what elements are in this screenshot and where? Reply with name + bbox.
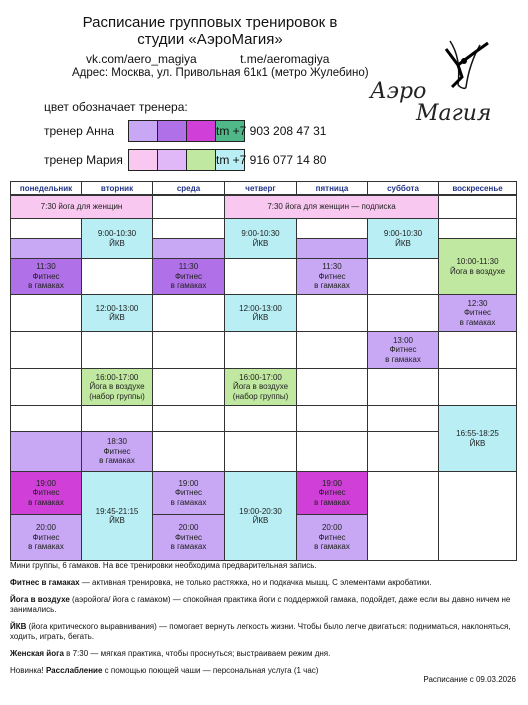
class-title: в гамаках xyxy=(28,497,64,507)
class-ikv-sat-morning[interactable] xyxy=(367,218,439,259)
class-title: в гамаках xyxy=(314,497,350,507)
class-title: ЙКВ xyxy=(109,516,125,525)
empty-cell xyxy=(224,331,297,369)
empty-cell xyxy=(296,331,368,369)
class-title: Фитнес xyxy=(174,271,203,281)
class-title: в гамаках xyxy=(385,354,421,364)
trainer-phone: tm +7 916 077 14 80 xyxy=(216,153,327,167)
class-title: в гамаках xyxy=(170,497,207,507)
class-time: 9:00-10:30 xyxy=(97,229,137,238)
logo-line-1: Аэро xyxy=(370,79,427,104)
empty-cell xyxy=(367,368,439,406)
class-title: Фитнес xyxy=(463,308,492,318)
class-title: 7:30 йога для женщин — подписка xyxy=(267,202,396,212)
vk-link[interactable]: vk.com/aero_magiya xyxy=(86,52,197,66)
class-title: Фитнес xyxy=(318,532,346,542)
class-fitness-tue-1830[interactable] xyxy=(81,431,153,472)
page-title xyxy=(60,14,360,48)
class-title: в гамаках xyxy=(314,542,350,552)
class-title: Фитнес xyxy=(174,488,203,498)
class-title: Йога в воздухе xyxy=(232,382,289,392)
class-time: 19:00-20:30 xyxy=(239,506,282,516)
class-title: ЙКВ xyxy=(109,313,125,322)
class-title: в гамаках xyxy=(99,456,135,466)
color-swatch xyxy=(129,121,158,141)
empty-cell xyxy=(367,405,439,432)
empty-cell xyxy=(438,471,517,561)
class-fitness-wed-1130[interactable] xyxy=(152,258,225,295)
empty-cell xyxy=(10,331,82,369)
color-swatch xyxy=(158,150,187,170)
class-title: 7:30 йога для женщин xyxy=(40,202,123,212)
class-title: Фитнес xyxy=(32,532,60,542)
class-time: 20:00 xyxy=(321,523,343,533)
empty-cell xyxy=(224,431,297,472)
title-line-2: студии «АэроМагия» xyxy=(137,31,283,48)
class-time: 16:00-17:00 xyxy=(95,372,139,382)
empty-cell xyxy=(296,431,368,472)
day-header-mon: понедельник xyxy=(10,181,82,195)
empty-cell xyxy=(81,331,153,369)
class-fitness-sun-1230[interactable] xyxy=(438,294,517,332)
note-text: с помощью поющей чаши — персональная услуга (1 час) xyxy=(102,666,319,675)
class-fitness-mon-2000[interactable] xyxy=(10,514,82,561)
class-title: Фитнес xyxy=(318,488,346,498)
empty-cell xyxy=(152,431,225,472)
class-time: 11:30 xyxy=(322,262,342,272)
class-time: 12:00-13:00 xyxy=(239,303,282,313)
class-fitness-wed-1900[interactable] xyxy=(152,471,225,515)
class-air-yoga-tue[interactable] xyxy=(81,368,153,406)
empty-cell xyxy=(438,218,517,239)
class-ikv-thu-morning[interactable] xyxy=(224,218,297,259)
class-title: ЙКВ xyxy=(109,238,125,248)
color-swatch xyxy=(187,150,216,170)
class-time: 16:00-17:00 xyxy=(239,372,282,382)
class-title: Фитнес xyxy=(389,345,417,355)
class-title: ЙКВ xyxy=(252,313,269,322)
empty-cell xyxy=(438,331,517,369)
empty-cell xyxy=(81,405,153,432)
class-fitness-mon-1900[interactable] xyxy=(10,471,82,515)
empty-cell xyxy=(10,294,82,332)
class-fitness-sat-1300[interactable] xyxy=(367,331,439,369)
class-title: Фитнес xyxy=(103,446,131,456)
telegram-link[interactable]: t.me/aeromagiya xyxy=(240,52,330,66)
class-time: 19:00 xyxy=(35,478,57,488)
empty-cell xyxy=(296,368,368,406)
color-swatch xyxy=(129,150,158,170)
class-time: 19:00 xyxy=(321,478,343,488)
class-ikv-tue-morning[interactable] xyxy=(81,218,153,259)
note-text: — активная тренировка, не только растяжка, но и подкачка мышц. С элементами акробатики. xyxy=(79,578,432,587)
note-text: (йога критического выравнивания) — помогает вернуть легкость жизни. Чтобы было легче двигаться: подниматься, наклоняться, ходить, играть, бегать. xyxy=(10,622,511,641)
empty-cell xyxy=(224,258,297,295)
class-title: в гамаках xyxy=(459,317,496,327)
class-title: Фитнес xyxy=(32,488,60,498)
note-title: Фитнес в гамаках xyxy=(10,578,80,587)
trainer-name: тренер Анна xyxy=(44,124,115,138)
day-header-sat: суббота xyxy=(367,181,439,195)
class-yoga-women-mon-tue[interactable] xyxy=(10,195,153,219)
class-title: Йога в воздухе xyxy=(89,382,145,392)
class-ikv-sun-evening[interactable] xyxy=(438,405,517,472)
note-text: (аэройога/ йога с гамаком) — спокойная практика йоги с поддержкой гамака, подойдет, даже если вы давно ничем не занимались. xyxy=(10,595,511,614)
class-time: 11:30 xyxy=(36,262,56,272)
empty-cell xyxy=(152,405,225,432)
class-air-yoga-thu[interactable] xyxy=(224,368,297,406)
class-time: 11:30 xyxy=(178,262,199,272)
note-women-yoga xyxy=(10,649,518,659)
class-time: 18:30 xyxy=(106,437,128,447)
class-fitness-fri-1900[interactable] xyxy=(296,471,368,515)
class-title: ЙКВ xyxy=(252,238,269,248)
day-header-thu: четверг xyxy=(224,181,297,195)
class-fitness-mon-1130[interactable] xyxy=(10,258,82,295)
empty-cell xyxy=(152,368,225,406)
class-title: в гамаках xyxy=(314,281,350,291)
social-links xyxy=(86,52,369,66)
empty-cell xyxy=(367,258,439,295)
schedule-date: Расписание с 09.03.2026 xyxy=(423,675,516,684)
class-title: Йога в воздухе xyxy=(449,266,506,276)
class-time: 20:00 xyxy=(178,523,199,533)
color-block xyxy=(296,238,368,259)
class-fitness-fri-2000[interactable] xyxy=(296,514,368,561)
class-time: 9:00-10:30 xyxy=(241,229,280,238)
day-header-tue: вторник xyxy=(81,181,153,195)
note-title: ЙКВ xyxy=(10,622,27,631)
empty-cell xyxy=(81,258,153,295)
note-ikv xyxy=(10,622,518,642)
note-fitness xyxy=(10,578,518,588)
class-title: в гамаках xyxy=(170,281,207,291)
note-title: Йога в воздухе xyxy=(10,595,70,604)
day-header-wed: среда xyxy=(152,181,225,195)
day-header-fri: пятница xyxy=(296,181,368,195)
empty-cell xyxy=(296,218,368,239)
empty-cell xyxy=(10,368,82,406)
empty-cell xyxy=(367,471,439,561)
note-text: в 7:30 — мягкая практика, чтобы проснуться; выстраиваем режим дня. xyxy=(63,649,331,658)
address: Адрес: Москва, ул. Привольная 61к1 (метро Жулебино) xyxy=(72,67,369,79)
legend-caption: цвет обозначает тренера: xyxy=(44,100,188,114)
empty-cell xyxy=(152,195,225,219)
empty-cell xyxy=(224,405,297,432)
empty-cell xyxy=(296,405,368,432)
empty-cell xyxy=(152,294,225,332)
color-block xyxy=(10,238,82,259)
trainer-name: тренер Мария xyxy=(44,153,123,167)
empty-cell xyxy=(152,218,225,239)
class-time: 19:00 xyxy=(178,478,199,488)
color-block xyxy=(10,431,82,472)
class-title: ЙКВ xyxy=(252,516,269,525)
note-title: Расслабление xyxy=(45,666,103,675)
schedule-table xyxy=(10,181,517,561)
empty-cell xyxy=(438,368,517,406)
class-air-yoga-sun[interactable] xyxy=(438,238,517,295)
empty-cell xyxy=(296,294,368,332)
class-time: 9:00-10:30 xyxy=(383,229,423,238)
class-ikv-thu-noon[interactable] xyxy=(224,294,297,332)
empty-cell xyxy=(10,218,82,239)
class-yoga-women-thu-sat[interactable] xyxy=(224,195,439,219)
class-ikv-tue-noon[interactable] xyxy=(81,294,153,332)
class-time: 10:00-11:30 xyxy=(456,257,499,266)
class-title: в гамаках xyxy=(28,542,64,552)
class-title: Фитнес xyxy=(174,532,203,542)
class-fitness-wed-2000[interactable] xyxy=(152,514,225,561)
class-title: ЙКВ xyxy=(395,238,411,248)
class-title: Фитнес xyxy=(318,271,346,281)
color-swatch xyxy=(187,121,216,141)
class-time: 20:00 xyxy=(35,523,57,533)
note-title: Женская йога xyxy=(10,649,64,658)
color-swatch xyxy=(158,121,187,141)
class-ikv-tue-evening[interactable] xyxy=(81,471,153,561)
class-time: 19:45-21:15 xyxy=(95,506,139,516)
notes-section xyxy=(10,561,518,683)
color-block xyxy=(152,238,225,259)
studio-logo xyxy=(362,35,522,135)
class-note: (набор группы) xyxy=(232,391,289,401)
title-line-1: Расписание групповых тренировок в xyxy=(82,14,338,31)
note-novelty: Новинка! xyxy=(10,666,46,675)
class-time: 12:00-13:00 xyxy=(95,303,139,313)
empty-cell xyxy=(367,431,439,472)
empty-cell xyxy=(438,195,517,219)
class-title: в гамаках xyxy=(170,542,207,552)
empty-cell xyxy=(152,331,225,369)
day-header-sun: воскресенье xyxy=(438,181,517,195)
empty-cell xyxy=(367,294,439,332)
class-title: Фитнес xyxy=(32,271,60,281)
class-title: ЙКВ xyxy=(469,438,486,448)
note-groups: Мини группы, 6 гамаков. На все тренировки необходима предварительная запись. xyxy=(10,561,317,570)
class-fitness-fri-1130[interactable] xyxy=(296,258,368,295)
note-air-yoga xyxy=(10,595,518,615)
class-time: 12:30 xyxy=(467,298,488,308)
trainer-phone: tm +7 903 208 47 31 xyxy=(216,124,327,138)
class-title: в гамаках xyxy=(28,281,64,291)
class-note: (набор группы) xyxy=(89,391,145,401)
class-time: 16:55-18:25 xyxy=(456,429,499,438)
empty-cell xyxy=(10,405,82,432)
logo-line-2: Магия xyxy=(416,101,492,126)
class-ikv-thu-evening[interactable] xyxy=(224,471,297,561)
class-time: 13:00 xyxy=(392,335,414,345)
